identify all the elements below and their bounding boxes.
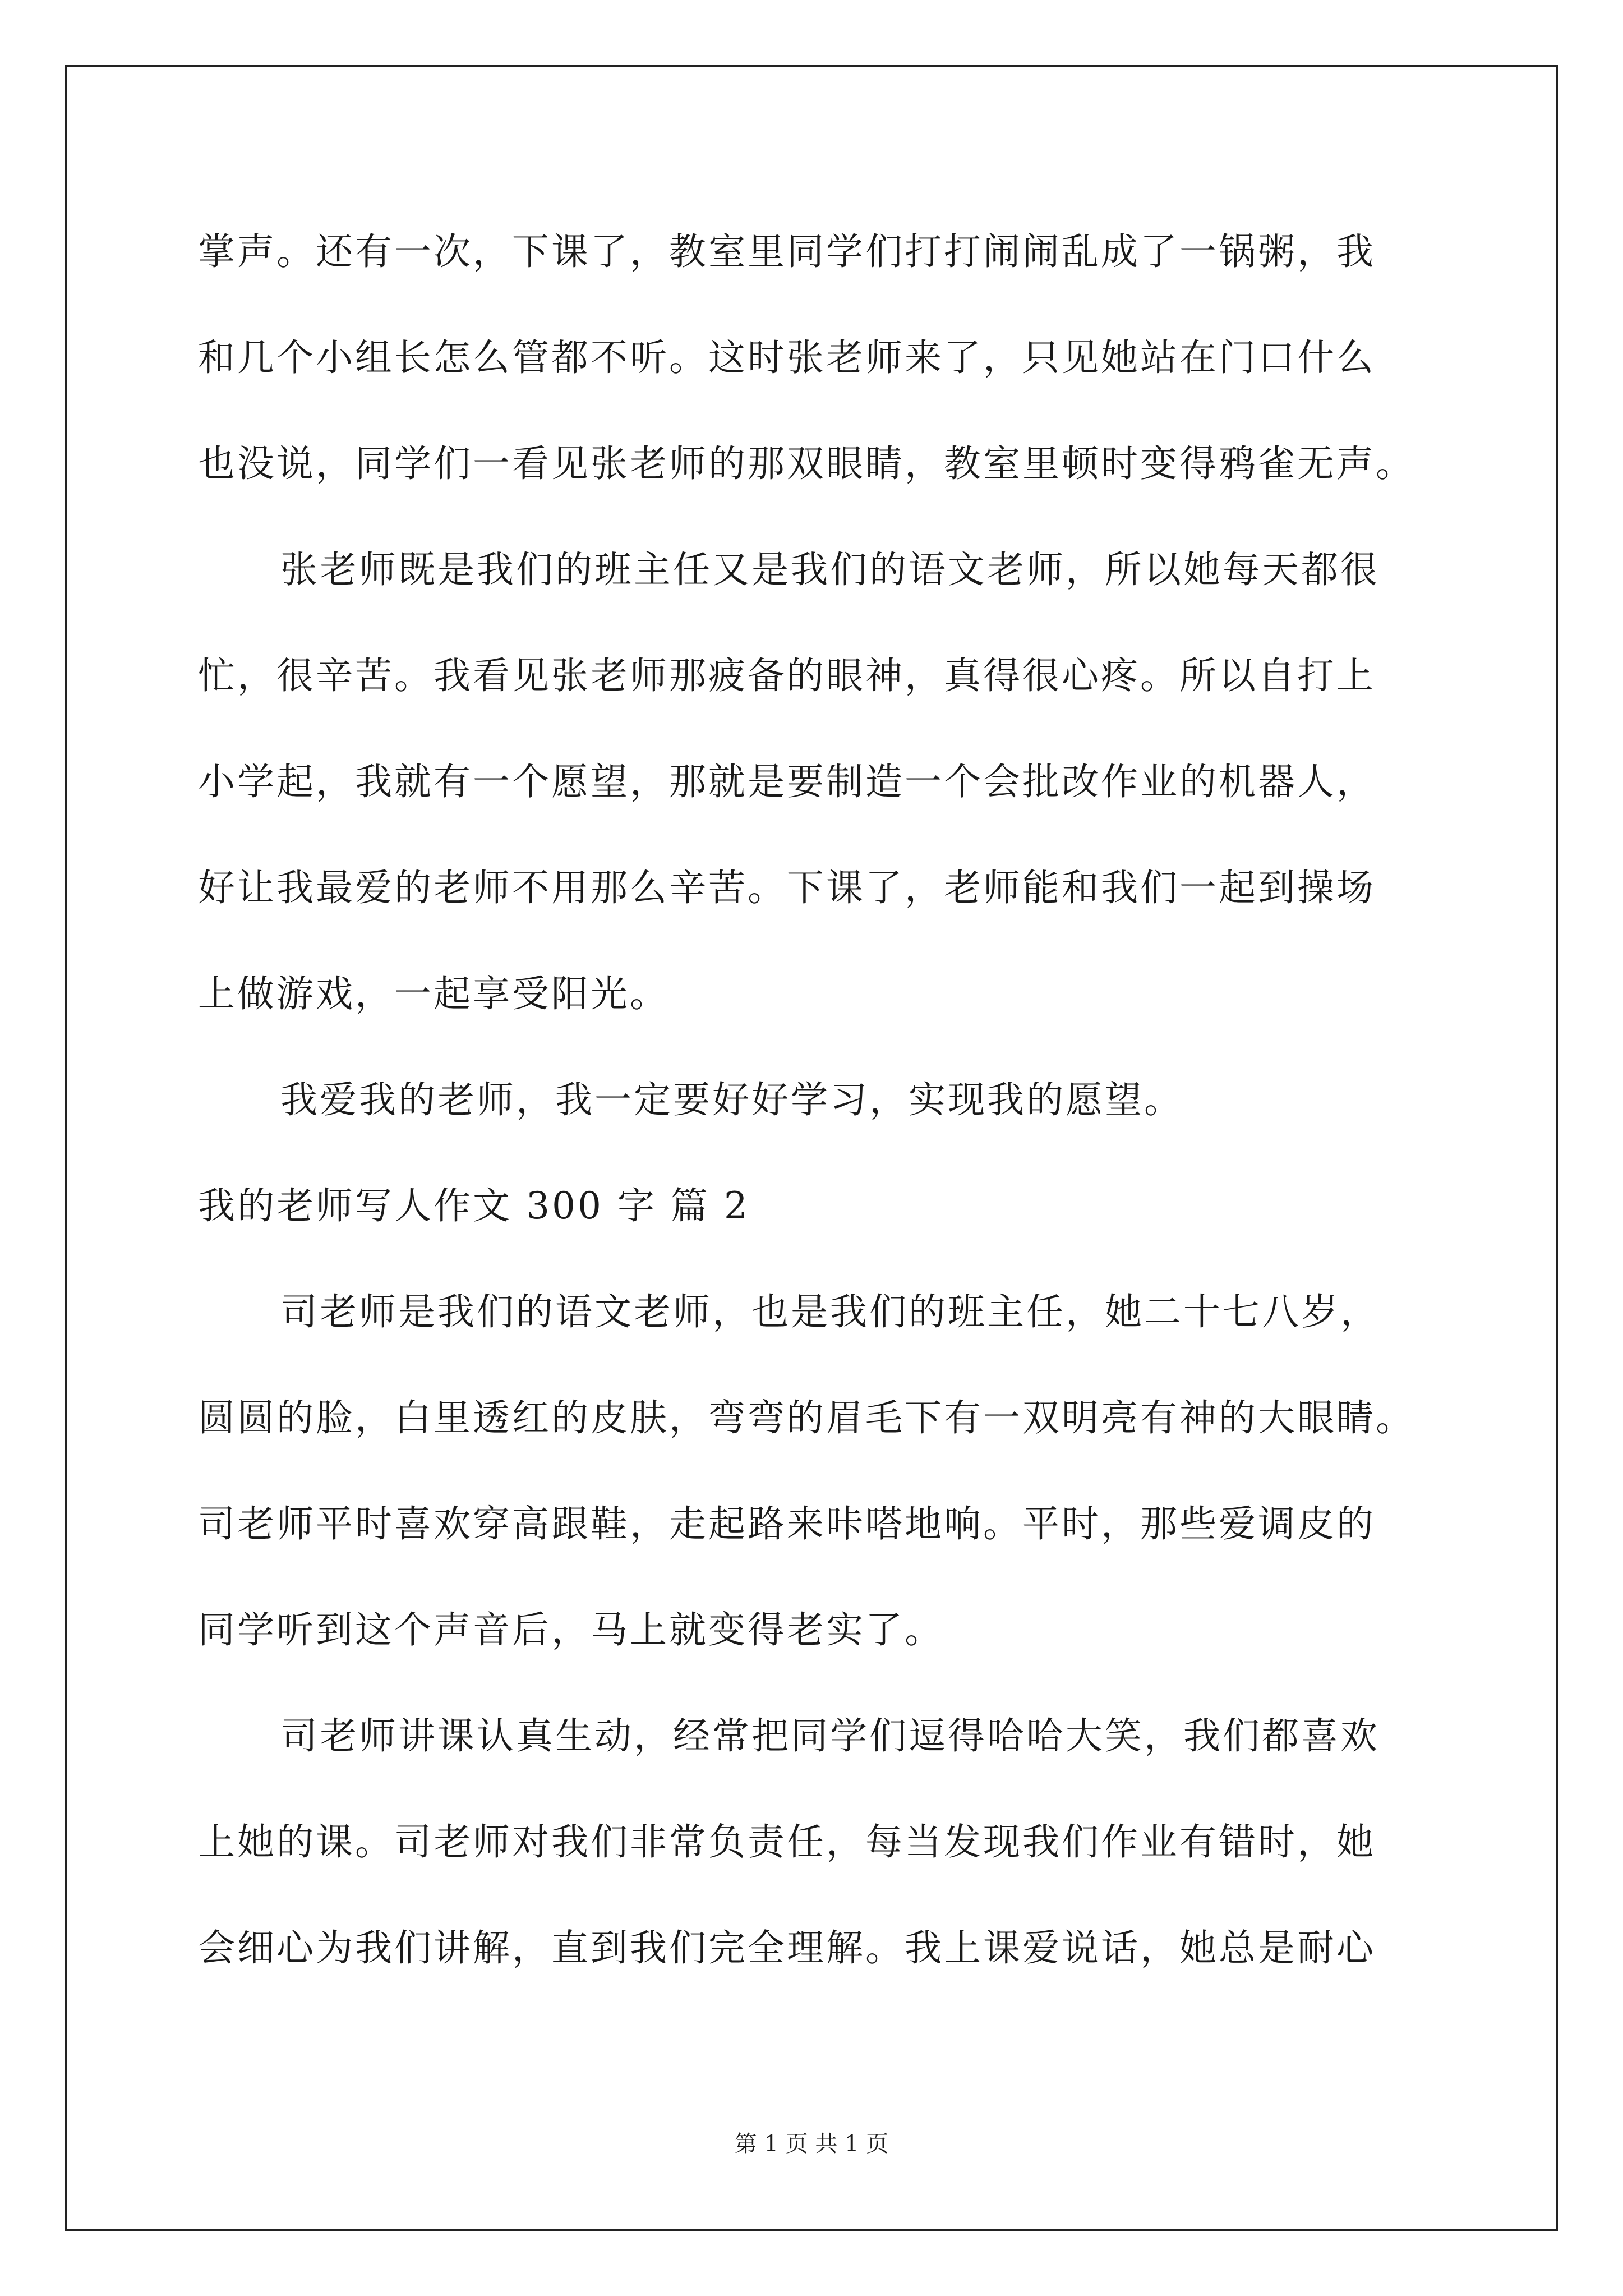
page-number-footer: 第 1 页 共 1 页 [734, 2131, 889, 2157]
section-heading: 我的老师写人作文 300 字 篇 2 [198, 1184, 750, 1227]
text-line: 司老师是我们的语文老师，也是我们的班主任，她二十七八岁， [280, 1290, 1380, 1333]
text-line: 司老师讲课认真生动，经常把同学们逗得哈哈大笑，我们都喜欢 [280, 1714, 1380, 1757]
text-line: 上她的课。司老师对我们非常负责任，每当发现我们作业有错时，她 [198, 1820, 1376, 1864]
text-line: 好让我最爱的老师不用那么辛苦。下课了，老师能和我们一起到操场 [198, 866, 1376, 909]
page-border [65, 65, 1558, 2231]
text-line: 圆圆的脸，白里透红的皮肤，弯弯的眉毛下有一双明亮有神的大眼睛。 [198, 1396, 1415, 1439]
text-line: 上做游戏，一起享受阳光。 [198, 972, 669, 1015]
text-line: 司老师平时喜欢穿高跟鞋，走起路来咔嗒地响。平时，那些爱调皮的 [198, 1502, 1376, 1545]
text-line: 张老师既是我们的班主任又是我们的语文老师，所以她每天都很 [280, 548, 1380, 591]
text-line: 也没说，同学们一看见张老师的那双眼睛，教室里顿时变得鸦雀无声。 [198, 442, 1415, 485]
text-line: 同学听到这个声音后，马上就变得老实了。 [198, 1608, 944, 1651]
text-line: 和几个小组长怎么管都不听。这时张老师来了，只见她站在门口什么 [198, 336, 1376, 379]
text-line: 小学起，我就有一个愿望，那就是要制造一个会批改作业的机器人， [198, 760, 1376, 803]
text-line: 会细心为我们讲解，直到我们完全理解。我上课爱说话，她总是耐心 [198, 1926, 1376, 1970]
text-line: 忙，很辛苦。我看见张老师那疲备的眼神，真得很心疼。所以自打上 [198, 654, 1376, 697]
text-line: 我爱我的老师，我一定要好好学习，实现我的愿望。 [280, 1078, 1183, 1121]
text-line: 掌声。还有一次，下课了，教室里同学们打打闹闹乱成了一锅粥，我 [198, 230, 1376, 273]
